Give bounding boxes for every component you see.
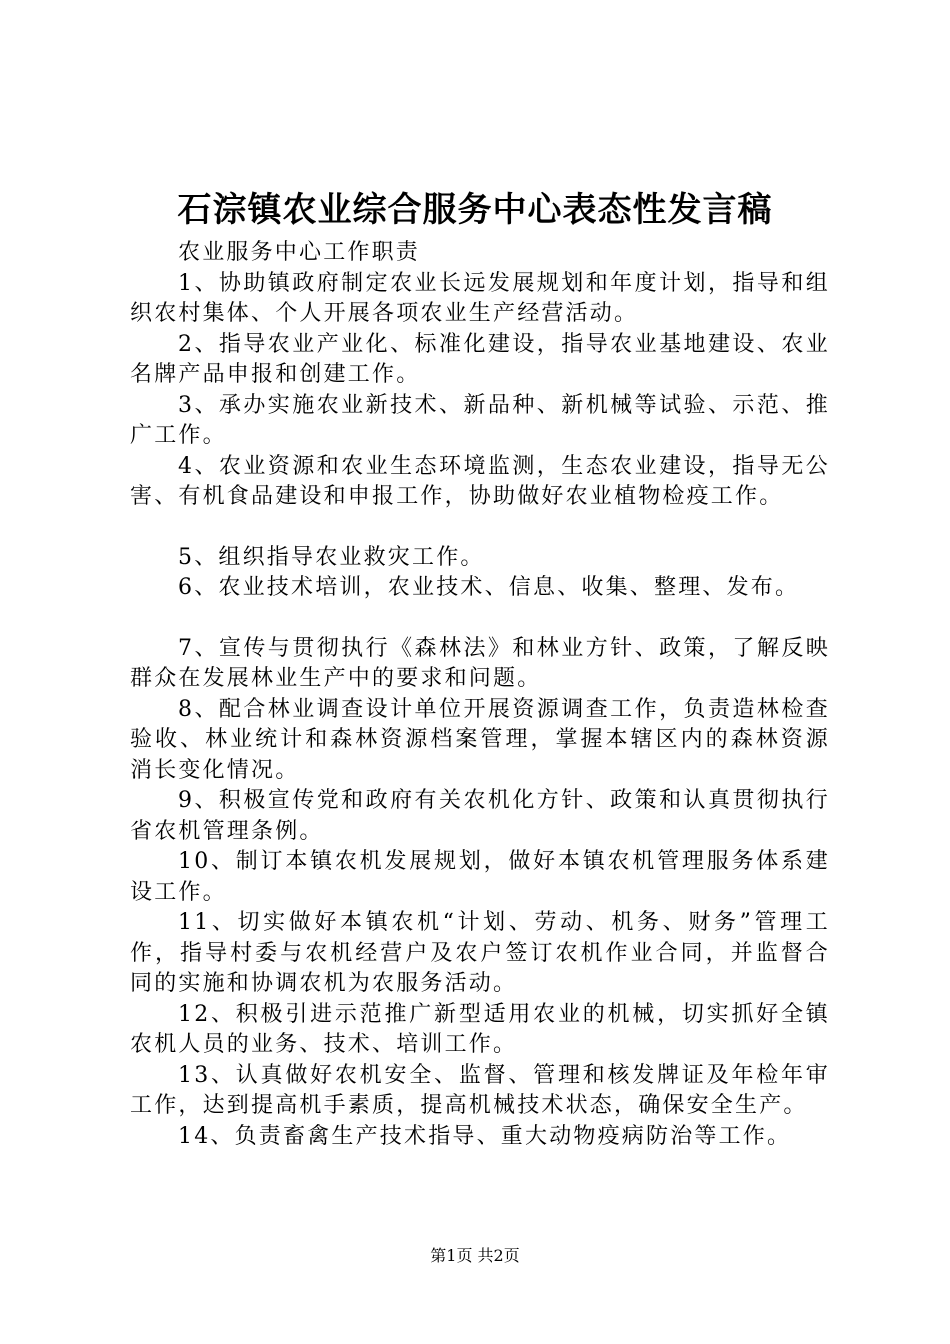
section-heading: 农业服务中心工作职责 — [178, 240, 421, 265]
paragraph-8: 8、配合林业调查设计单位开展资源调查工作，负责造林检查验收、林业统计和森林资源档案管理，掌握本辖区内的森林资源消长变化情况。 — [130, 696, 830, 783]
paragraph-7: 7、宣传与贯彻执行《森林法》和林业方针、政策，了解反映群众在发展林业生产中的要求和问题。 — [130, 635, 830, 691]
paragraph-10: 10、制订本镇农机发展规划，做好本镇农机管理服务体系建设工作。 — [130, 849, 830, 905]
paragraph-2: 2、指导农业产业化、标准化建设，指导农业基地建设、农业名牌产品申报和创建工作。 — [130, 331, 830, 387]
paragraph-13: 13、认真做好农机安全、监督、管理和核发牌证及年检年审工作，达到提高机手素质，提高机械技术状态，确保安全生产。 — [130, 1062, 830, 1118]
paragraph-11: 11、切实做好本镇农机“计划、劳动、机务、财务”管理工作，指导村委与农机经营户及农户签订农机作业合同，并监督合同的实施和协调农机为农服务活动。 — [130, 910, 830, 996]
paragraph-12: 12、积极引进示范推广新型适用农业的机械，切实抓好全镇农机人员的业务、技术、培训工作。 — [130, 1001, 830, 1057]
document-title: 石淙镇农业综合服务中心表态性发言稿 — [177, 190, 773, 230]
paragraph-1: 1、协助镇政府制定农业长远发展规划和年度计划，指导和组织农村集体、个人开展各项农业生产经营活动。 — [130, 270, 830, 326]
paragraph-9: 9、积极宣传党和政府有关农机化方针、政策和认真贯彻执行省农机管理条例。 — [130, 788, 830, 844]
page-number-footer: 第1页 共2页 — [430, 1246, 520, 1265]
paragraph-3: 3、承办实施农业新技术、新品种、新机械等试验、示范、推广工作。 — [130, 392, 830, 448]
paragraph-6: 6、农业技术培训，农业技术、信息、收集、整理、发布。 — [178, 575, 800, 600]
paragraph-14: 14、负责畜禽生产技术指导、重大动物疫病防治等工作。 — [178, 1123, 792, 1149]
paragraph-5: 5、组织指导农业救灾工作。 — [178, 544, 485, 570]
document-body — [130, 238, 830, 1152]
paragraph-4: 4、农业资源和农业生态环境监测，生态农业建设，指导无公害、有机食品建设和申报工作，协助做好农业植物检疫工作。 — [130, 453, 830, 509]
